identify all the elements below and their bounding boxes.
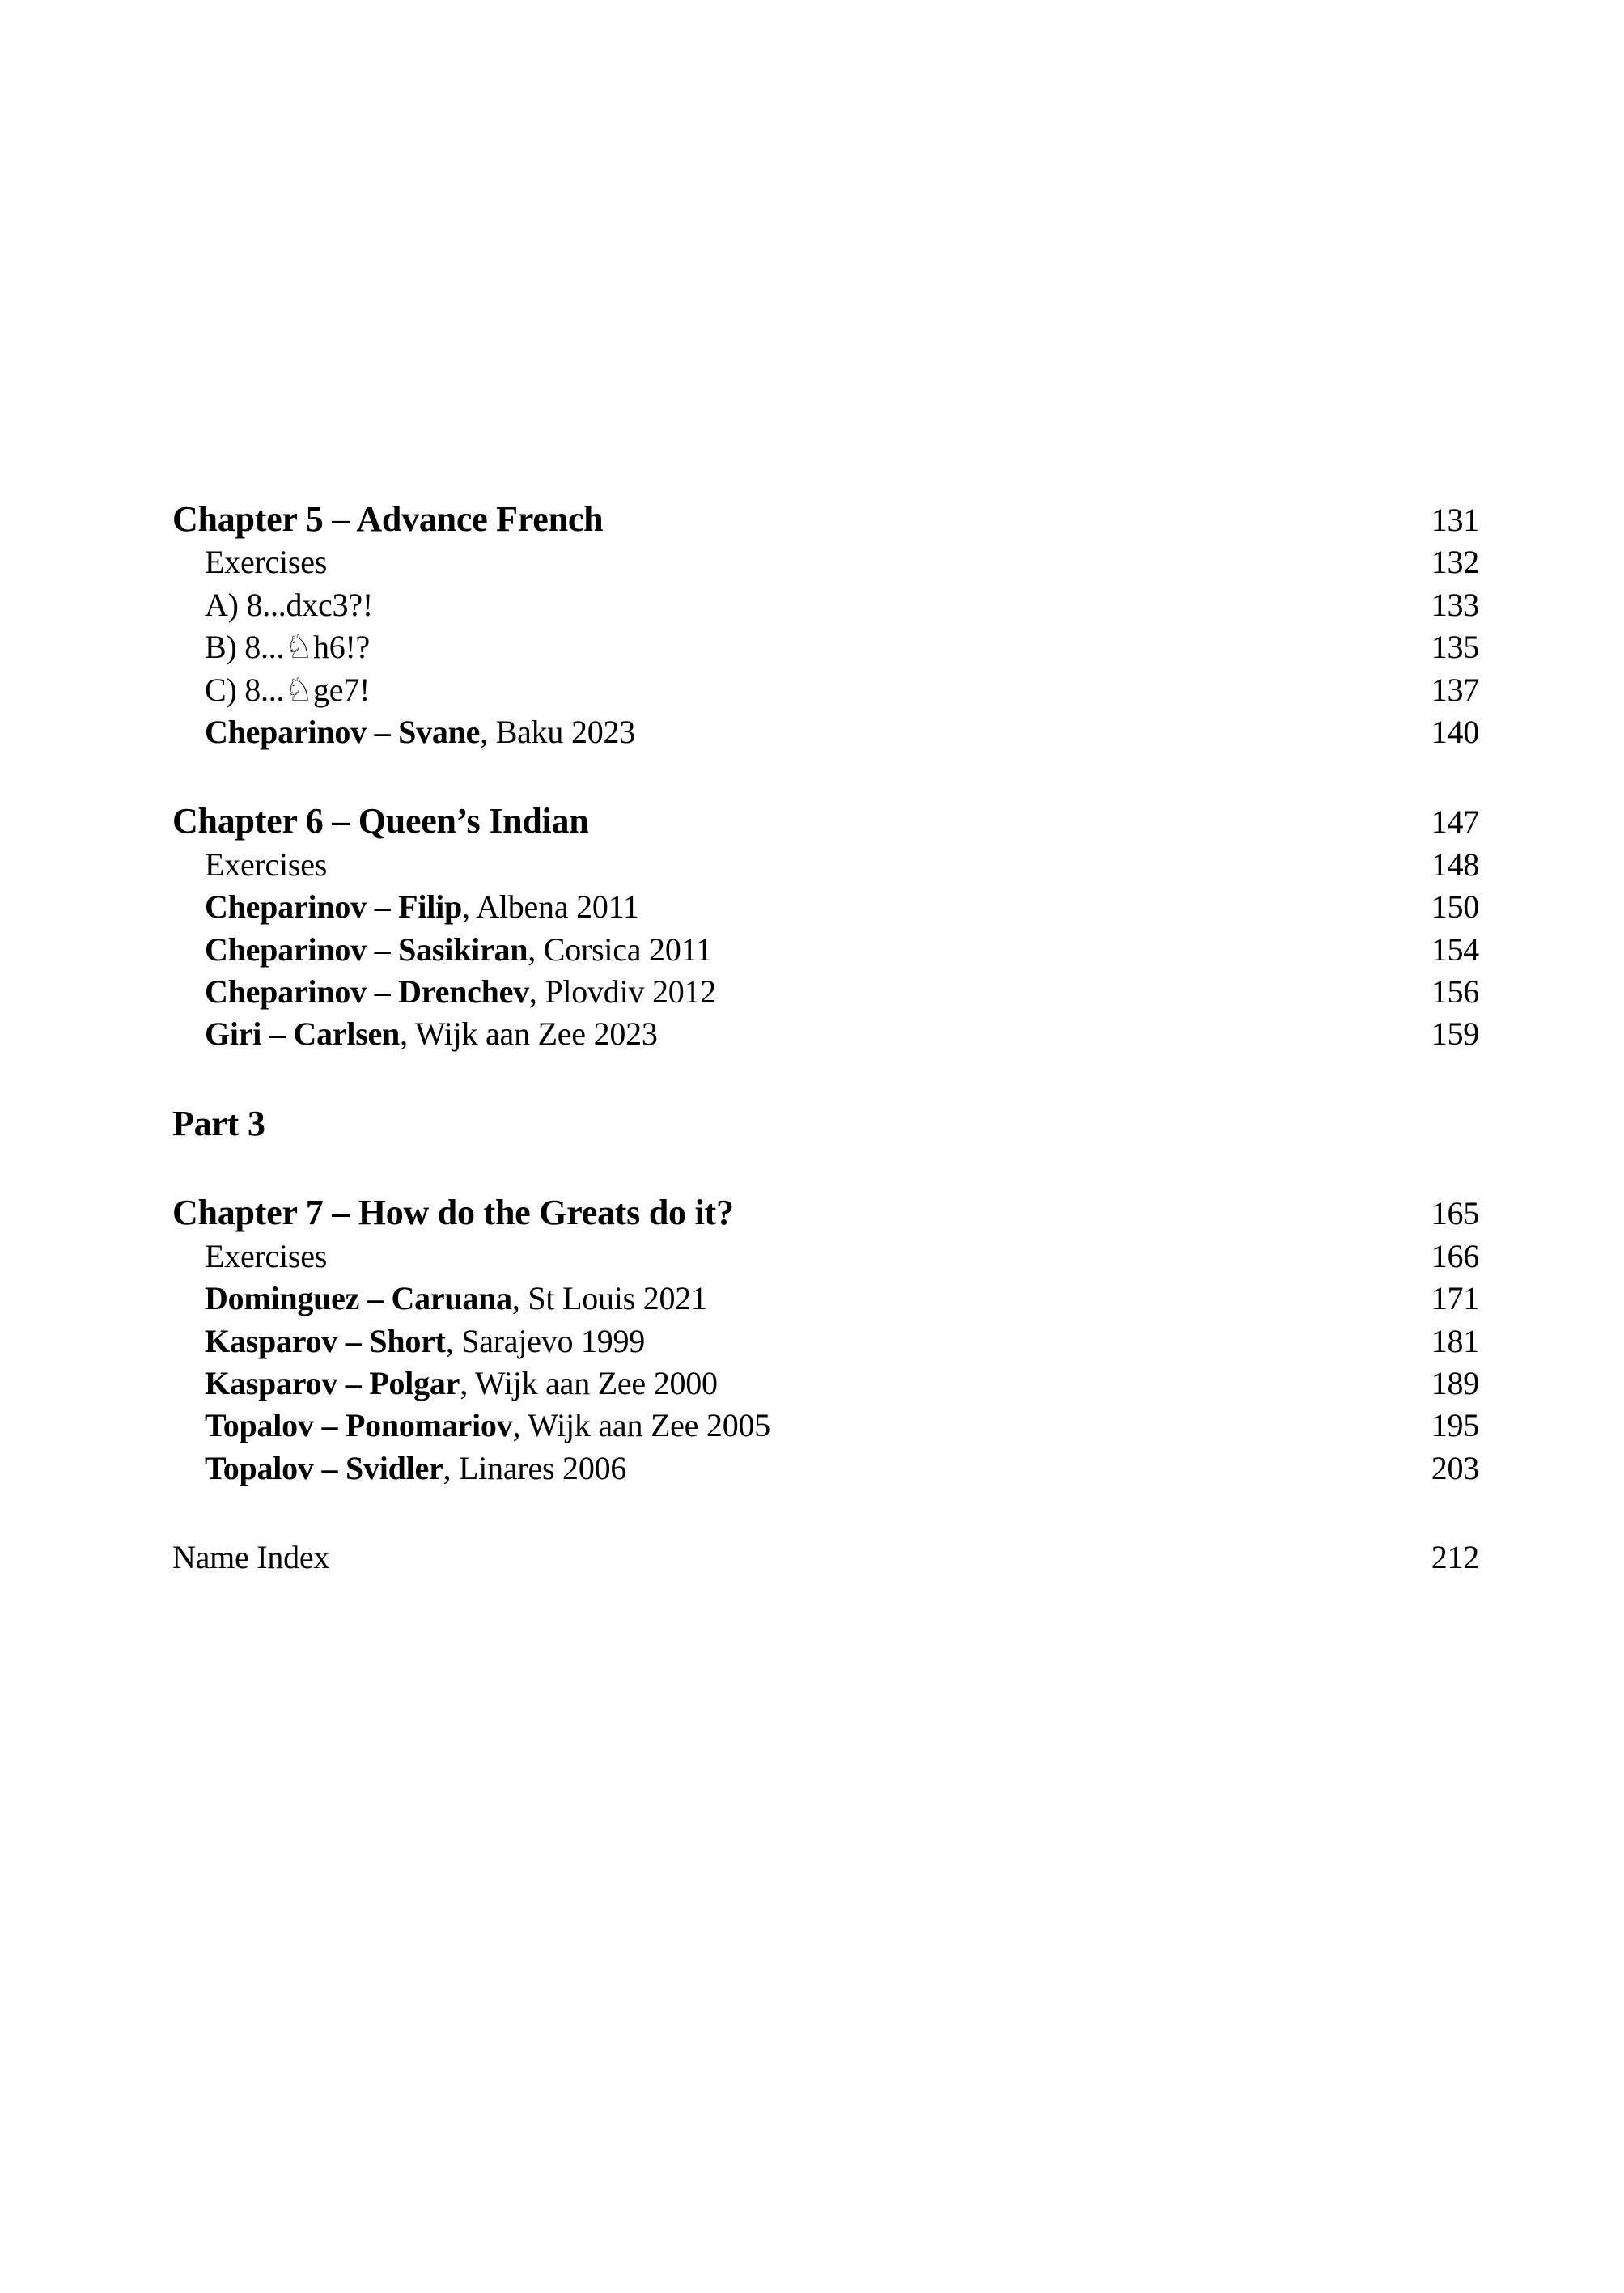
toc-entry-label: [205, 1236, 327, 1278]
toc-section-chapter-6: [172, 800, 1479, 1055]
name-index-page-number: 212: [1431, 1539, 1479, 1576]
toc-entry-game: [172, 1405, 1479, 1447]
toc-entry-game: [172, 1320, 1479, 1363]
part-heading: [172, 1103, 1479, 1145]
toc-entry-label: [205, 541, 327, 583]
game-players-text: Topalov – Ponomariov: [205, 1407, 513, 1444]
game-venue-text: , Baku 2023: [480, 714, 635, 751]
toc-entry-page-number: 181: [1431, 1322, 1479, 1359]
name-index-row: [172, 1536, 1479, 1579]
toc-entry-normal-text: Exercises: [205, 1237, 328, 1274]
toc-section-name-index: [172, 1536, 1479, 1579]
toc-entry-page-number: 154: [1431, 930, 1479, 968]
toc-section-chapter-7: [172, 1192, 1479, 1490]
game-players-text: Cheparinov – Drenchev: [205, 973, 529, 1011]
chapter-heading: [172, 1192, 1479, 1235]
toc-entry-game: [172, 711, 1479, 753]
game-venue-text: , St Louis 2021: [511, 1280, 707, 1317]
game-players-text: Giri – Carlsen: [205, 1015, 401, 1053]
toc-entry-game: [172, 1013, 1479, 1055]
toc-entry-label: [205, 886, 639, 928]
game-venue-text: , Wijk aan Zee 2023: [400, 1015, 658, 1053]
chapter-page-number: 147: [1431, 803, 1479, 841]
table-of-contents: [172, 498, 1479, 1579]
chapter-title: Chapter 7 – How do the Greats do it?: [172, 1193, 734, 1233]
toc-entry: [172, 844, 1479, 886]
toc-entry-page-number: 195: [1431, 1407, 1479, 1444]
toc-entry-page-number: 171: [1431, 1280, 1479, 1317]
toc-entry-label: [205, 1013, 658, 1055]
name-index-label: Name Index: [172, 1539, 330, 1576]
toc-entry-label: [205, 1447, 626, 1490]
toc-entry-game: [172, 1447, 1479, 1490]
toc-entry-normal-text: B) 8...♘h6!?: [205, 629, 371, 666]
game-venue-text: , Linares 2006: [443, 1449, 627, 1486]
toc-entry-page-number: 140: [1431, 714, 1479, 751]
toc-entry-label: [205, 844, 327, 886]
toc-entry-normal-text: Exercises: [205, 846, 328, 883]
chapter-page-number: 165: [1431, 1195, 1479, 1232]
toc-section-chapter-5: [172, 498, 1479, 753]
toc-entry-label: [205, 584, 373, 626]
toc-entry-label: [205, 929, 712, 971]
toc-entry-page-number: 148: [1431, 846, 1479, 883]
toc-entry-label: [205, 971, 716, 1013]
toc-entry: [172, 669, 1479, 711]
game-players-text: Topalov – Svidler: [205, 1449, 443, 1486]
toc-entry-label: [205, 1320, 645, 1363]
toc-entry-normal-text: A) 8...dxc3?!: [205, 586, 373, 623]
game-venue-text: , Sarajevo 1999: [445, 1322, 646, 1359]
chapter-heading: [172, 498, 1479, 541]
game-players-text: Dominguez – Caruana: [205, 1280, 512, 1317]
toc-entry-game: [172, 1363, 1479, 1405]
toc-entry-page-number: 137: [1431, 671, 1479, 708]
part-title: Part 3: [172, 1103, 265, 1143]
chapter-title: Chapter 5 – Advance French: [172, 499, 604, 539]
toc-section-part-3: [172, 1103, 1479, 1145]
game-venue-text: , Plovdiv 2012: [528, 973, 717, 1011]
toc-entry-game: [172, 929, 1479, 971]
toc-entry-label: [205, 626, 370, 668]
toc-entry-label: [205, 1278, 707, 1320]
toc-entry-page-number: 133: [1431, 586, 1479, 623]
toc-entry: [172, 541, 1479, 583]
game-players-text: Cheparinov – Svane: [205, 714, 481, 751]
toc-entry-page-number: 135: [1431, 629, 1479, 666]
game-players-text: Kasparov – Short: [205, 1322, 446, 1359]
game-players-text: Kasparov – Polgar: [205, 1364, 460, 1401]
toc-entry-page-number: 132: [1431, 544, 1479, 581]
chapter-title: Chapter 6 – Queen’s Indian: [172, 801, 589, 841]
game-venue-text: , Wijk aan Zee 2005: [512, 1407, 770, 1444]
toc-entry-normal-text: Exercises: [205, 544, 328, 581]
toc-entry: [172, 584, 1479, 626]
toc-entry-game: [172, 1278, 1479, 1320]
toc-entry-label: [205, 711, 635, 753]
toc-entry: [172, 626, 1479, 668]
toc-entry: [172, 1236, 1479, 1278]
toc-entry-label: [205, 1405, 770, 1447]
toc-entry-page-number: 159: [1431, 1015, 1479, 1053]
toc-entry-page-number: 166: [1431, 1237, 1479, 1274]
toc-entry-game: [172, 886, 1479, 928]
toc-entry-label: [205, 669, 370, 711]
game-venue-text: , Albena 2011: [461, 888, 639, 926]
game-players-text: Cheparinov – Filip: [205, 888, 462, 926]
chapter-page-number: 131: [1431, 502, 1479, 538]
toc-entry-game: [172, 971, 1479, 1013]
game-venue-text: , Corsica 2011: [528, 930, 712, 968]
toc-entry-page-number: 156: [1431, 973, 1479, 1011]
toc-entry-page-number: 150: [1431, 888, 1479, 926]
toc-entry-normal-text: C) 8...♘ge7!: [205, 671, 371, 708]
chapter-heading: [172, 800, 1479, 843]
toc-entry-page-number: 189: [1431, 1364, 1479, 1401]
toc-entry-label: [205, 1363, 718, 1405]
game-venue-text: , Wijk aan Zee 2000: [460, 1364, 718, 1401]
game-players-text: Cheparinov – Sasikiran: [205, 930, 528, 968]
toc-entry-page-number: 203: [1431, 1449, 1479, 1486]
